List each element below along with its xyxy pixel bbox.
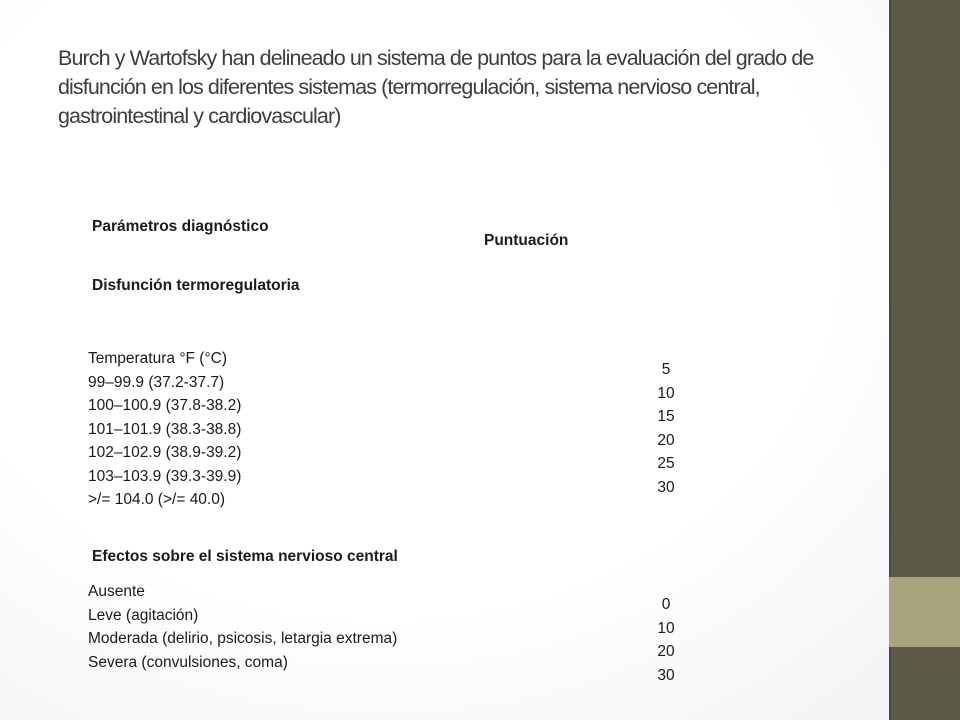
score-value: 15 xyxy=(657,408,675,425)
side-bar-accent-block xyxy=(889,577,960,647)
section-heading-cns: Efectos sobre el sistema nervioso central xyxy=(92,548,398,565)
header-parameters: Parámetros diagnóstico xyxy=(92,218,269,235)
list-item: >/= 104.0 (>/= 40.0) xyxy=(88,491,226,508)
thermo-parameter-list xyxy=(88,347,241,512)
score-value: 20 xyxy=(657,431,675,449)
list-item: 103–103.9 (39.3-39.9) xyxy=(88,467,242,485)
score-value: 30 xyxy=(657,478,675,496)
score-value: 5 xyxy=(661,361,671,378)
list-item: 101–101.9 (38.3-38.8) xyxy=(88,420,242,438)
section-heading-thermoregulatory: Disfunción termoregulatoria xyxy=(92,277,300,294)
header-score: Puntuación xyxy=(484,232,569,249)
list-item: Temperatura °F (°C) xyxy=(88,350,228,367)
list-item: 99–99.9 (37.2-37.7) xyxy=(88,373,225,391)
cns-parameter-list xyxy=(88,580,418,674)
list-item: Ausente xyxy=(88,583,145,600)
decorative-side-bar xyxy=(889,0,960,720)
score-value: 25 xyxy=(657,455,675,472)
score-value: 10 xyxy=(657,384,675,402)
list-item: 102–102.9 (38.9-39.2) xyxy=(88,444,242,461)
slide-title: Burch y Wartofsky han delineado un sistema de puntos para la evaluación del grado de disfunción en los diferentes sistemas (termorregulación, sistema nervioso central, gastrointestinal y cardiovascular) xyxy=(58,46,814,128)
list-item: Leve (agitación) xyxy=(88,606,199,624)
list-item: Severa (convulsiones, coma) xyxy=(88,653,288,671)
score-value: 30 xyxy=(657,666,675,684)
score-value: 20 xyxy=(657,643,675,660)
thermo-score-list xyxy=(646,358,686,499)
cns-score-list xyxy=(646,593,686,687)
score-value: 0 xyxy=(661,596,671,613)
list-item: Moderada (delirio, psicosis, letargia extrema) xyxy=(88,630,398,647)
list-item: 100–100.9 (37.8-38.2) xyxy=(88,397,242,414)
score-value: 10 xyxy=(657,619,675,637)
